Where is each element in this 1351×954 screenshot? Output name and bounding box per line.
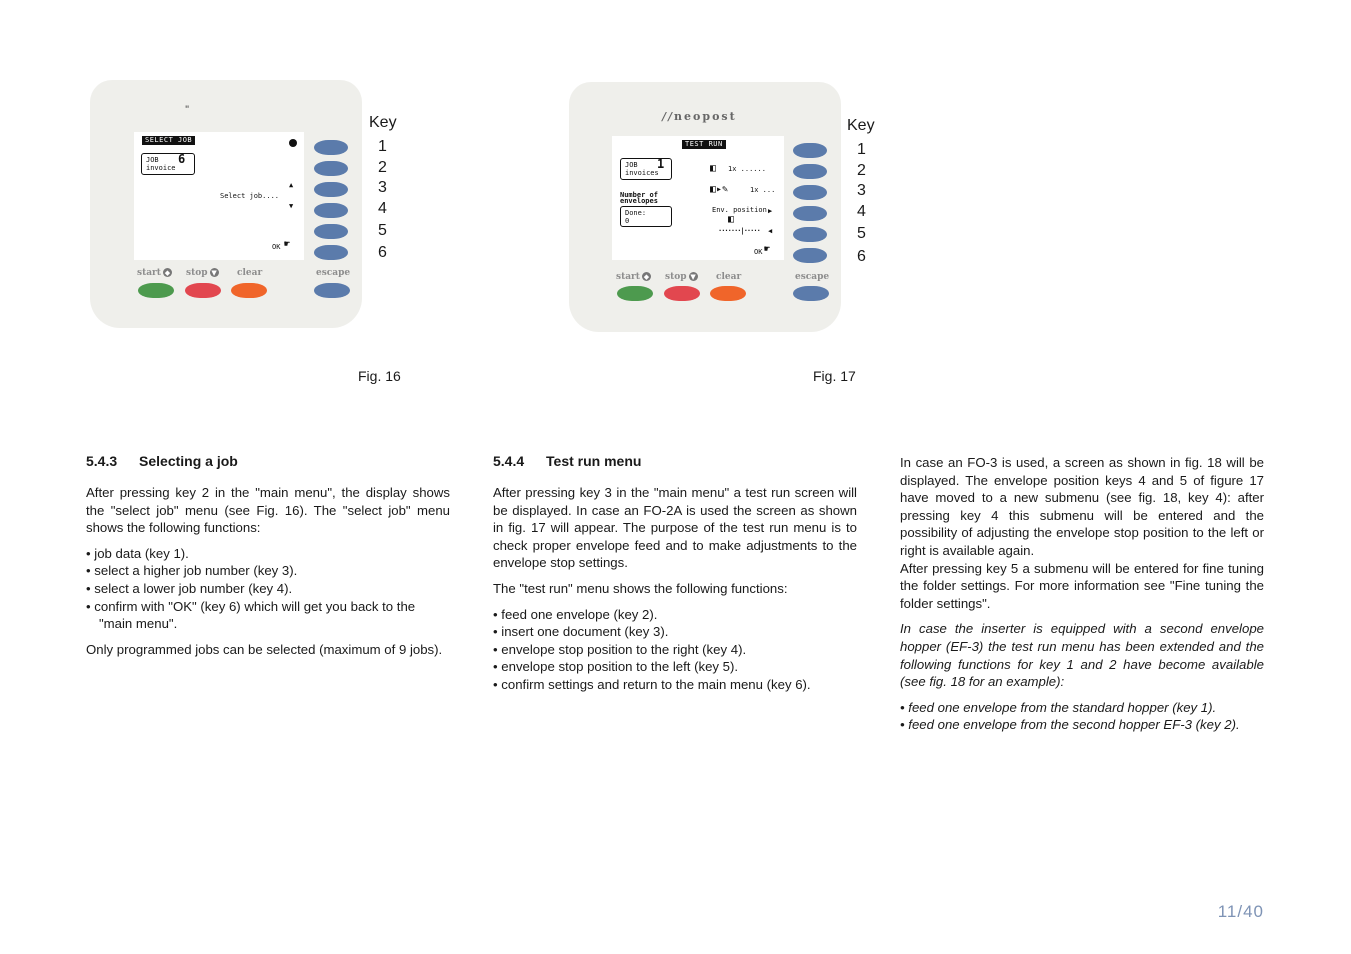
paragraph: After pressing key 3 in the "main menu" a test run screen will be displayed. In case an FO-2A is used the screen as shown in fig. 17 will appear. The purpose of the test run menu is to check proper envelope feed and to make adjustments to the envelope stop settings.: [493, 485, 857, 571]
soft-key-6[interactable]: [793, 248, 827, 263]
done-label: Done:: [625, 209, 647, 217]
info-icon: [289, 139, 297, 147]
soft-key-5[interactable]: [314, 224, 348, 239]
job-name: invoice: [146, 164, 176, 172]
soft-key-1[interactable]: [793, 143, 827, 158]
paragraph: In case an FO-3 is used, a screen as shown in fig. 18 will be displayed. The envelope position keys 4 and 5 of figure 17 have moved to a new submenu (see fig. 18, key 4): after pressing key 4 this submenu will be entered and the possibility of adjusting the envelope stop position to the left or right is available again.: [900, 455, 1264, 558]
key-number: 6: [378, 244, 387, 261]
ok-label: OK: [754, 248, 763, 256]
escape-label: escape: [795, 272, 830, 282]
start-label: start ◆: [616, 272, 650, 282]
clear-label: clear: [237, 268, 263, 278]
ok-label: OK: [272, 243, 281, 251]
insert-document-text: 1x ...: [750, 186, 776, 194]
list-item: • select a higher job number (key 3).: [86, 563, 298, 579]
screen-tag: TEST RUN: [682, 140, 726, 149]
page-number: 11/40: [1217, 902, 1264, 921]
feed-envelope-text: 1x ......: [728, 165, 766, 173]
key-heading: Key: [847, 117, 875, 134]
stop-label: stop ▼: [186, 268, 217, 278]
key-number: 2: [857, 162, 866, 179]
paragraph: After pressing key 2 in the "main menu", the display shows the "select job" menu (see Fig. 16). The "select job" menu shows the following functions:: [86, 485, 450, 536]
function-list: [900, 699, 1264, 734]
arrow-right-icon: ▶: [768, 207, 773, 215]
list-item: • envelope stop position to the right (key 4).: [493, 641, 747, 657]
section-number: 5.4.3: [86, 453, 118, 469]
paragraph: Only programmed jobs can be selected (maximum of 9 jobs).: [86, 641, 443, 657]
list-item: • job data (key 1).: [86, 545, 189, 561]
section-heading: [493, 453, 641, 469]
key-number: 5: [378, 222, 387, 239]
job-name: invoices: [625, 169, 659, 177]
select-job-text: Select job....: [220, 192, 280, 200]
insert-document-icon: ◧▸✎: [710, 184, 729, 195]
env-position-label: Env. position: [712, 206, 767, 214]
section-title: Selecting a job: [139, 453, 238, 469]
start-button[interactable]: [617, 286, 653, 301]
clear-label: clear: [716, 272, 742, 282]
column-fo3: [900, 454, 1264, 742]
done-box: [620, 206, 672, 227]
section-title: Test run menu: [546, 453, 642, 469]
clear-button[interactable]: [710, 286, 746, 301]
column-test-run: [493, 484, 857, 702]
start-icon: ◆: [164, 268, 171, 277]
stop-icon: ▼: [211, 268, 217, 277]
neopost-logo: //neopost: [662, 110, 737, 123]
display-screen-fig16: [134, 132, 304, 260]
stop-button[interactable]: [664, 286, 700, 301]
arrow-up-icon: ▲: [289, 181, 294, 189]
soft-key-3[interactable]: [793, 185, 827, 200]
start-icon: ◆: [643, 272, 650, 281]
hand-pointer-icon: ☛: [284, 239, 291, 250]
done-value: 0: [625, 217, 630, 225]
soft-key-2[interactable]: [793, 164, 827, 179]
list-item: • feed one envelope (key 2).: [493, 606, 658, 622]
column-selecting-job: [86, 484, 450, 666]
paragraph: The "test run" menu shows the following functions:: [493, 580, 788, 596]
stop-button[interactable]: [185, 283, 221, 298]
position-scale: ·······|·····: [718, 227, 760, 235]
escape-button[interactable]: [314, 283, 350, 298]
list-item: • envelope stop position to the left (key 5).: [493, 659, 739, 675]
list-item: • confirm settings and return to the main menu (key 6).: [493, 676, 811, 692]
envelope-icon: ◧: [710, 163, 717, 174]
stop-label: stop ▼: [665, 272, 696, 282]
num-envelopes-label: Number of: [620, 191, 658, 199]
key-number: 6: [857, 248, 866, 265]
key-number: 5: [857, 225, 866, 242]
list-item: • confirm with "OK" (key 6) which will get you back to the "main menu".: [86, 598, 416, 632]
paragraph: After pressing key 5 a submenu will be entered for fine tuning the folder settings. For more information see "Fine tuning the folder settings".: [900, 560, 1264, 611]
key-number: 4: [857, 203, 866, 220]
job-box: [141, 153, 195, 175]
soft-key-6[interactable]: [314, 245, 348, 260]
arrow-left-icon: ◀: [768, 227, 773, 235]
soft-key-4[interactable]: [793, 206, 827, 221]
soft-key-4[interactable]: [314, 203, 348, 218]
job-number: 6: [178, 152, 186, 166]
start-label: start ◆: [137, 268, 171, 278]
soft-key-1[interactable]: [314, 140, 348, 155]
figure-caption: Fig. 16: [358, 368, 401, 384]
screen-tag: SELECT JOB: [142, 136, 195, 145]
list-item: • feed one envelope from the standard hopper (key 1).: [900, 699, 1217, 715]
key-number: 2: [378, 159, 387, 176]
paragraph: In case the inserter is equipped with a second envelope hopper (EF-3) the test run menu has been extended and the following functions for key 1 and 2 have become available (see fig. 18 for an example):: [900, 621, 1264, 690]
list-item: • select a lower job number (key 4).: [86, 580, 293, 596]
key-number: 1: [378, 138, 387, 155]
arrow-down-icon: ▼: [289, 202, 294, 210]
function-list: [86, 545, 450, 633]
stop-icon: ▼: [690, 272, 696, 281]
soft-key-2[interactable]: [314, 161, 348, 176]
job-label: JOB: [625, 161, 638, 169]
list-item: • feed one envelope from the second hopper EF-3 (key 2).: [900, 717, 1240, 733]
display-screen-fig17: [612, 136, 784, 260]
hand-pointer-icon: ☛: [764, 244, 771, 255]
job-box: [620, 158, 672, 180]
soft-key-3[interactable]: [314, 182, 348, 197]
section-heading: [86, 453, 238, 469]
key-number: 1: [857, 141, 866, 158]
function-list: [493, 606, 857, 694]
escape-label: escape: [316, 268, 351, 278]
envelope-position-icon: ◧: [728, 214, 735, 225]
soft-key-5[interactable]: [793, 227, 827, 242]
key-number: 4: [378, 200, 387, 217]
key-number: 3: [378, 179, 387, 196]
job-label: JOB: [146, 156, 159, 164]
neopost-logo-mark: ": [185, 104, 190, 114]
list-item: • insert one document (key 3).: [493, 624, 669, 640]
key-number: 3: [857, 182, 866, 199]
key-heading: Key: [369, 114, 397, 131]
clear-button[interactable]: [231, 283, 267, 298]
section-number: 5.4.4: [493, 453, 525, 469]
escape-button[interactable]: [793, 286, 829, 301]
job-number: 1: [657, 157, 665, 171]
num-envelopes-label: envelopes: [620, 197, 658, 205]
figure-caption: Fig. 17: [813, 368, 856, 384]
start-button[interactable]: [138, 283, 174, 298]
